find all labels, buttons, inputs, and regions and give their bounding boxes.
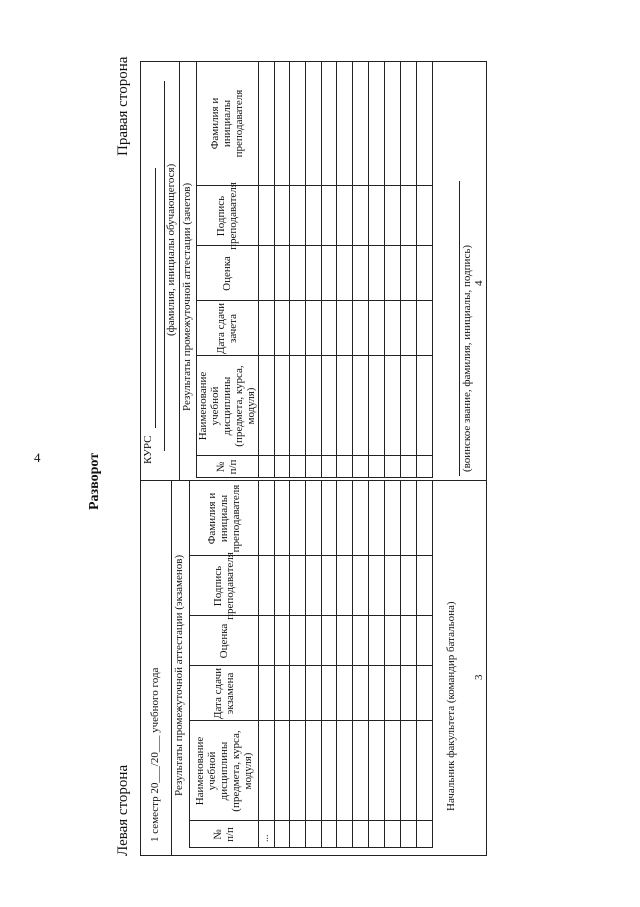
course-caption: (фамилия, инициалы обучающегося) (165, 163, 177, 336)
table-row (336, 61, 337, 478)
table-row (305, 481, 306, 848)
right-footer-caption: (воинское звание, фамилия, инициалы, подпись) (461, 244, 473, 472)
spread-title: Разворот (87, 452, 102, 510)
header-rule (258, 61, 259, 478)
table-row (289, 61, 290, 478)
semester-line: 1 семестр 20___/20___ учебного года (149, 667, 161, 842)
column-header: Дата сдачи экзамена (211, 668, 236, 720)
left-section-title: Результаты промежуточной аттестации (экзаменов) (173, 554, 185, 796)
right-side-label: Правая сторона (115, 56, 131, 156)
column-header: Фамилия и инициалы преподавателя (209, 89, 245, 158)
table-row (368, 481, 369, 848)
column-header: Подпись преподавателя (211, 552, 236, 620)
table-row (274, 481, 275, 848)
table-row (400, 481, 401, 848)
left-footer-number: 3 (473, 674, 485, 680)
table-row (400, 61, 401, 478)
table-row (336, 481, 337, 848)
table-row (305, 61, 306, 478)
table-row (352, 481, 353, 848)
left-header-rule (171, 481, 172, 856)
column-header: Подпись преподавателя (215, 182, 239, 250)
left-side-label: Левая сторона (115, 764, 131, 856)
table-row (416, 61, 417, 478)
right-header-rule (179, 61, 180, 481)
column-header: № п/п (211, 827, 236, 842)
column-header: Фамилия и инициалы преподавателя (205, 484, 242, 553)
table-row (368, 61, 369, 478)
table-row (321, 61, 322, 478)
table-row (289, 481, 290, 848)
column-header: Наименование учебной дисциплины (предмета, курса, модуля) (193, 730, 254, 812)
right-footer-number: 4 (473, 280, 485, 286)
column-header: № п/п (215, 459, 239, 475)
spread-sheet (87, 56, 495, 856)
table-row (274, 61, 275, 478)
right-section-title: Результаты промежуточной аттестации (зачетов) (181, 182, 193, 411)
table-row (432, 61, 433, 478)
column-header: Оценка (217, 623, 230, 659)
table-row (384, 481, 385, 848)
column-header: Оценка (221, 256, 233, 291)
header-rule (258, 481, 259, 848)
first-row-cell: ... (260, 834, 271, 842)
table-row (432, 481, 433, 848)
table-row (352, 61, 353, 478)
column-header: Наименование учебной дисциплины (предмета, курса, модуля) (197, 365, 257, 447)
course-label: КУРС (142, 435, 154, 464)
table-row (416, 481, 417, 848)
table-row (321, 481, 322, 848)
course-line (155, 168, 156, 428)
table-row (384, 61, 385, 478)
column-header: Дата сдачи зачета (215, 303, 239, 355)
left-footer-label: Начальник факультета (командир батальона) (445, 601, 457, 811)
signature-line (459, 181, 460, 476)
page-number: 4 (34, 450, 41, 465)
